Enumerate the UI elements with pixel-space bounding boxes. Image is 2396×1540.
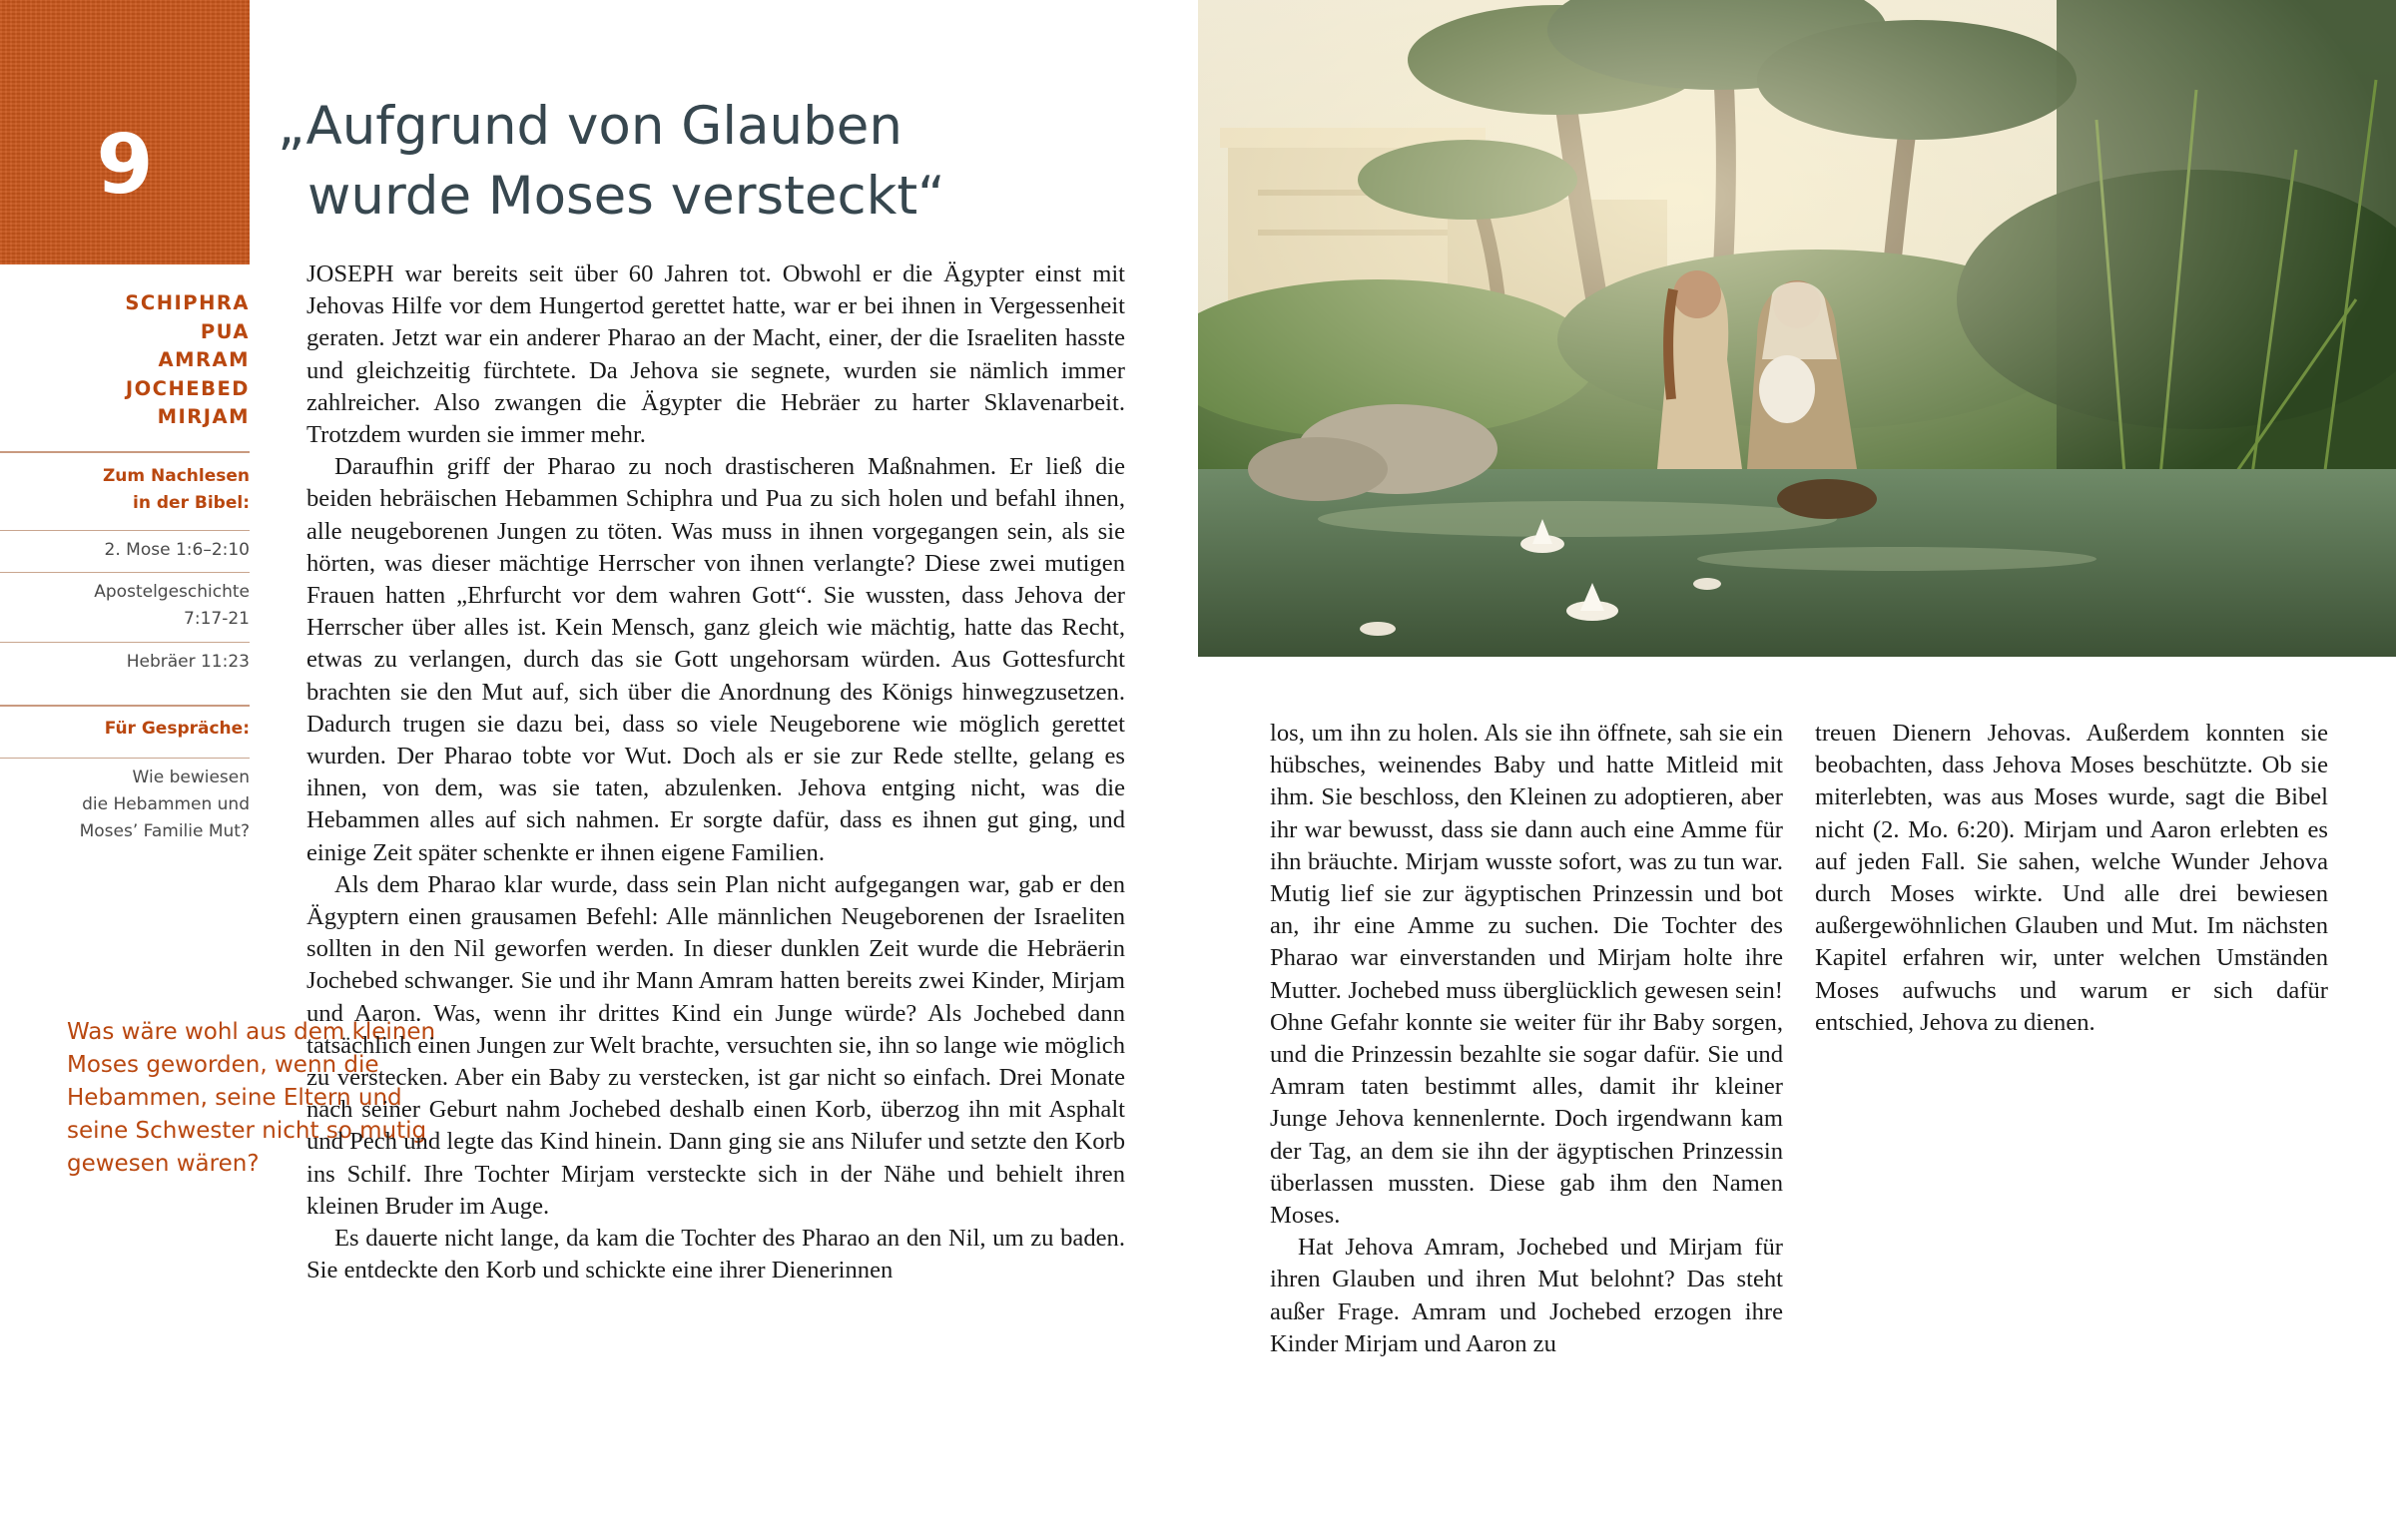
bible-reference-text: Apostelgeschichte: [94, 582, 250, 602]
lesson-title: [278, 92, 1176, 232]
lesson-title-line-2: wurde Moses versteckt“: [307, 166, 945, 227]
sidebar-divider: [0, 572, 250, 573]
article-column-1: [306, 258, 1125, 1287]
basket: [1777, 479, 1877, 519]
character-name: JOCHEBED: [125, 376, 250, 400]
article-paragraph: JOSEPH war bereits seit über 60 Jahren tot. Obwohl er die Ägypter einst mit Jehovas Hilfe vor dem Hungertod gerettet hatte, war er bei ihnen in Vergessenheit geraten. Jetzt war ein anderer Pharao an der Macht, einer, der die Israeliten hasste und gleichzeitig fürchtete. Da Jehova sie segnete, wurden sie nämlich immer zahlreicher. Also zwangen die Ägypter die Hebräer zu harter Sklavenarbeit. Trotzdem wurden sie immer mehr.: [306, 260, 1125, 449]
sidebar-divider: [0, 705, 250, 707]
bible-reference: [0, 579, 250, 633]
article-paragraph: Als dem Pharao klar wurde, dass sein Plan nicht aufgegangen war, gab er den Ägyptern einen grausamen Befehl: Alle männlichen Neugeborenen der Israeliten sollten in den Nil geworfen werden. In dieser dunklen Zeit wurde die Hebräerin Jochebed schwanger. Sie und ihr Mann Amram hatten bereits zwei Kinder, Mirjam und Aaron. Was, wenn ihr drittes Kind ein Junge würde? Als Jochebed dann tatsächlich einen Jungen zur Welt brachte, versuchten sie, ihn so lange wie möglich zu verstecken. Aber ein Baby zu verstecken, ist gar nicht so einfach. Drei Monate nach seiner Geburt nahm Jochebed deshalb einen Korb, überzog ihn mit Asphalt und Pech und legte das Kind hinein. Dann ging sie ans Nilufer und setzte den Korb ins Schilf. Ihre Tochter Mirjam versteckte sich in der Nähe und behielt ihren kleinen Bruder im Auge.: [306, 870, 1125, 1220]
character-names: [0, 289, 250, 432]
article-paragraph: Hat Jehova Amram, Jochebed und Mirjam für ihren Glauben und ihren Mut belohnt? Das steht außer Frage. Amram und Jochebed erzogen ihre Kinder Mirjam und Aaron zu: [1270, 1234, 1783, 1357]
bible-reference: [0, 537, 250, 564]
illustration-moses-basket: [1198, 0, 2396, 657]
bible-reference: [0, 649, 250, 676]
article-paragraph: treuen Dienern Jehovas. Außerdem konnten sie beobachten, dass Jehova Moses beschützte. Ob sie miterlebten, was aus Moses wurde, sagt die Bibel nicht (2. Mo. 6:20). Mirjam und Aaron erlebten es auf jeden Fall. Sie sahen, welche Wunder Jehova durch Moses wirkte. Und alle drei bewiesen außergewöhnlichen Glauben und Mut. Im nächsten Kapitel erfahren wir, unter welchen Umständen Moses aufwuchs und warum er sich dafür entschied, Jehova zu dienen.: [1815, 720, 2328, 1036]
illustration-moses-basket-image: [1198, 0, 2396, 657]
bible-reference-text: 2. Mose 1:6–2:10: [104, 540, 250, 560]
reading-heading-line-2: in der Bibel:: [133, 493, 250, 513]
reading-heading: [0, 463, 250, 517]
bible-reference-text: Hebräer 11:23: [126, 652, 250, 672]
sidebar-divider: [0, 451, 250, 453]
discussion-heading: Für Gespräche:: [104, 719, 250, 739]
character-name: SCHIPHRA: [125, 291, 250, 314]
bible-reference-text: 7:17-21: [184, 609, 250, 629]
character-name: AMRAM: [158, 348, 250, 371]
sidebar-divider: [0, 758, 250, 759]
article-paragraph: Es dauerte nicht lange, da kam die Tochter des Pharao an den Nil, um zu baden. Sie entdeckte den Korb und schickte eine ihrer Dienerinnen: [306, 1225, 1125, 1284]
character-name: PUA: [200, 319, 250, 343]
lesson-number-box: [0, 0, 250, 264]
reading-heading-line-1: Zum Nachlesen: [102, 466, 250, 486]
sidebar-divider: [0, 642, 250, 643]
article-column-3: [1815, 718, 2328, 1039]
lesson-number: 9: [96, 118, 154, 213]
sidebar-divider: [0, 530, 250, 531]
discussion-question: Wie bewiesen die Hebammen und Moses’ Familie Mut?: [79, 768, 250, 841]
article-column-2: [1270, 718, 1783, 1360]
lesson-title-line-1: „Aufgrund von Glauben: [278, 96, 902, 157]
character-name: MIRJAM: [157, 405, 250, 428]
article-paragraph: Daraufhin griff der Pharao zu noch drastischeren Maßnahmen. Er ließ die beiden hebräischen Hebammen Schiphra und Pua zu sich holen und befahl ihnen, alle neugeborenen Jungen zu töten. Was muss in ihnen vorgegangen sein, als sie hörten, was dieser mächtige Herrscher von ihnen verlangte? Diese zwei mutigen Frauen hatten „Ehrfurcht vor dem wahren Gott“. Sie wussten, dass Jehova der Herrscher über alles ist. Kein Mensch, ganz gleich wie mächtig, hatte das Recht, etwas zu verlangen, durch das sie Gott ungehorsam würden. Aus Gottesfurcht brachten sie den Mut auf, sich über die Anordnung des Königs hinwegzusetzen. Dadurch trugen sie dazu bei, dass so viele Neugeborene wie möglich gerettet wurden. Der Pharao tobte vor Wut. Doch als er sie zur Rede stellte, gelang es ihnen, von dem, was sie taten, abzulenken. Jehova entging nicht, was die Hebammen alles auf sich nahmen. Er sorgte dafür, dass es ihnen gut ging, und einige Zeit später schenkte er ihnen eigene Familien.: [306, 453, 1125, 866]
pull-quote: Was wäre wohl aus dem kleinen Moses geworden, wenn die Hebammen, seine Eltern und seine Schwester nicht so mutig gewesen wären?: [67, 1019, 436, 1177]
article-paragraph: los, um ihn zu holen. Als sie ihn öffnete, sah sie ein hübsches, weinendes Baby und hatte Mitleid mit ihm. Sie beschloss, den Kleinen zu adoptieren, aber ihr war bewusst, dass sie dann auch eine Amme für ihn bräuchte. Mirjam wusste sofort, was zu tun war. Mutig lief sie zur ägyptischen Prinzessin und bot an, ihr eine Amme zu suchen. Die Tochter des Pharao war einverstanden und Mirjam holte ihre Mutter. Jochebed muss überglücklich gewesen sein! Ohne Gefahr konnte sie weiter für ihr Baby sorgen, und die Prinzessin bezahlte sie sogar dafür. Sie und Amram taten bestimmt alles, damit ihr kleiner Junge Jehova kennenlernte. Doch irgendwann kam der Tag, an dem sie ihn der ägyptischen Prinzessin überlassen mussten. Diese gab ihm den Namen Moses.: [1270, 720, 1783, 1230]
